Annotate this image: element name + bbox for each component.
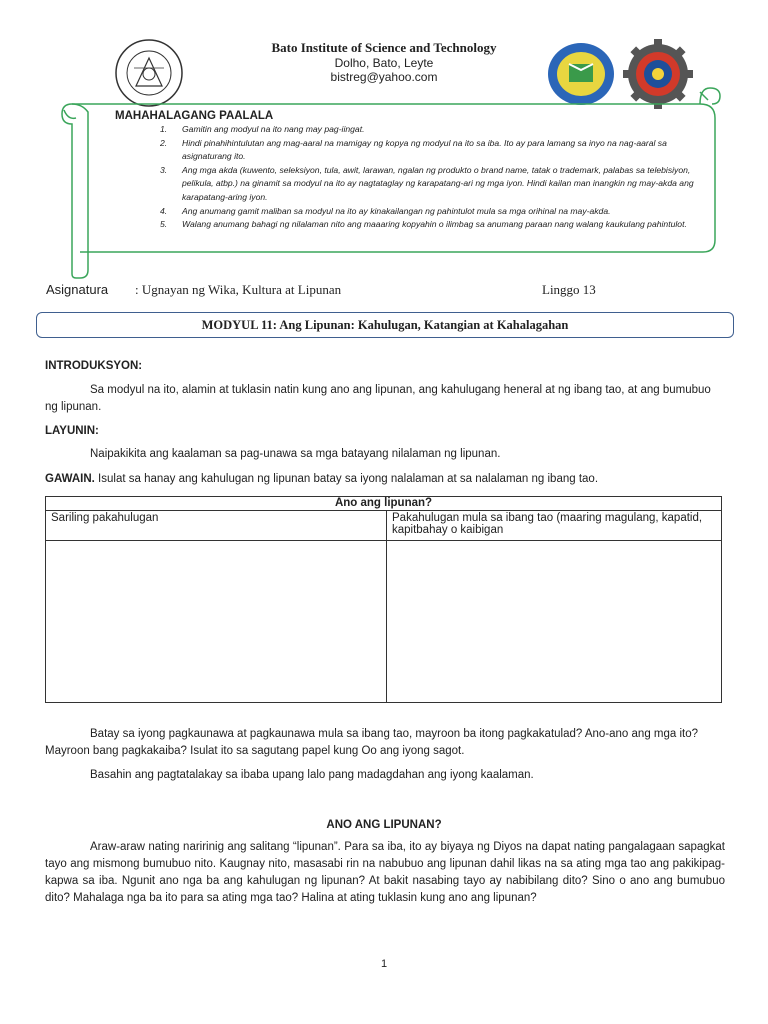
gawain-table	[45, 496, 722, 703]
paalala-title: MAHAHALAGANG PAALALA	[115, 110, 274, 122]
module-title: MODYUL 11: Ang Lipunan: Kahulugan, Katangian at Kahalagahan	[36, 312, 734, 338]
ano-ang-lipunan-text: Araw-araw nating naririnig ang salitang “lipunan”. Para sa iba, ito ay biyaya ng Diyos na dapat nating pangalagaan sapagkat tayo ang mismong bumubuo nito. Kaugnay nito, masasabi rin na nabubuo ang lipunan dahil likas na sa ating mga tao ang pakikipag-kapwa sa iba. Ngunit ano nga ba ang kahulugan ng lipunan? At bakit nasabing tayo ay nabibilang dito? Sino o ano ang bumubuo dito? Mahalaga nga ba ito para sa ating mga tao? Halina at ating tuklasin kung ano ang lipunan?	[45, 841, 725, 904]
layunin-text: Naipakikita ang kaalaman sa pag-unawa sa mga batayang nilalaman ng lipunan.	[90, 448, 501, 460]
paalala-item: 4. Ang anumang gamit maliban sa modyul na ito ay kinakailangan ng pahintulot mula sa mga orihinal na may-akda.	[160, 205, 611, 216]
page-number: 1	[380, 958, 388, 970]
introduksyon-heading: INTRODUKSYON:	[45, 360, 143, 372]
column-header-sarili: Sariling pakahulugan	[46, 511, 387, 541]
layunin-heading: LAYUNIN:	[45, 425, 99, 437]
introduksyon-text: Sa modyul na ito, alamin at tuklasin natin kung ano ang lipunan, ang kahulugang heneral at ng ibang tao, at ang bumubuo ng lipunan.	[45, 384, 711, 413]
followup-question: Batay sa iyong pagkaunawa at pagkaunawa mula sa ibang tao, mayroon ba itong pagkakatulad? Ano-ano ang mga ito? Mayroon bang pagkakaiba? Isulat ito sa sagutang papel kung Oo ang iyong sagot.	[45, 728, 699, 757]
subject-label: Asignatura	[46, 282, 109, 297]
followup-instruction: Basahin ang pagtatalakay sa ibaba upang lalo pang madagdahan ang iyong kaalaman.	[90, 769, 534, 781]
gawain-label: GAWAIN.	[45, 473, 95, 485]
answer-cell-sarili[interactable]	[46, 541, 387, 703]
table-header: Ano ang lipunan?	[46, 497, 722, 511]
paalala-list	[160, 123, 715, 232]
paalala-item: 2. Hindi pinahihintulutan ang mag-aaral na mamigay ng kopya ng modyul na ito sa iba. Ito ay para lamang sa inyo na nag-aaral sa asignaturang ito.	[160, 137, 667, 162]
school-name: Bato Institute of Science and Technology	[271, 40, 497, 55]
paalala-item: 1. Gamitin ang modyul na ito nang may pag-iingat.	[160, 124, 365, 134]
week-label: Linggo 13	[542, 282, 596, 297]
paalala-item: 5. Walang anumang bahagi ng nilalaman nito ang maaaring kopyahin o ilimbag sa anumang paraan nang walang kaukulang pahintulot.	[160, 219, 687, 230]
column-header-ibang-tao: Pakahulugan mula sa ibang tao (maaring magulang, kapatid, kapitbahay o kaibigan	[387, 511, 722, 541]
school-address: Dolho, Bato, Leyte	[334, 56, 434, 70]
subject-value: : Ugnayan ng Wika, Kultura at Lipunan	[135, 282, 342, 297]
ano-ang-lipunan-heading: ANO ANG LIPUNAN?	[326, 819, 442, 831]
paalala-item: 3. Ang mga akda (kuwento, seleksiyon, tula, awit, larawan, ngalan ng produkto o brand name, tatak o trademark, palabas sa telebisiyon, pelikula, atbp.) na ginamit sa modyul na ito ay nagtataglay ng karapatang-ari ng mga iyon. Hindi kailan man inangkin ng may-akda ang karapatang-aring iyon.	[160, 164, 694, 202]
school-email: bistreg@yahoo.com	[330, 70, 438, 84]
gawain-instruction	[45, 471, 735, 488]
gawain-text: Isulat sa hanay ang kahulugan ng lipunan batay sa iyong nalalaman at sa nalalaman ng ibang tao.	[98, 473, 599, 485]
answer-cell-ibang-tao[interactable]	[387, 541, 722, 703]
